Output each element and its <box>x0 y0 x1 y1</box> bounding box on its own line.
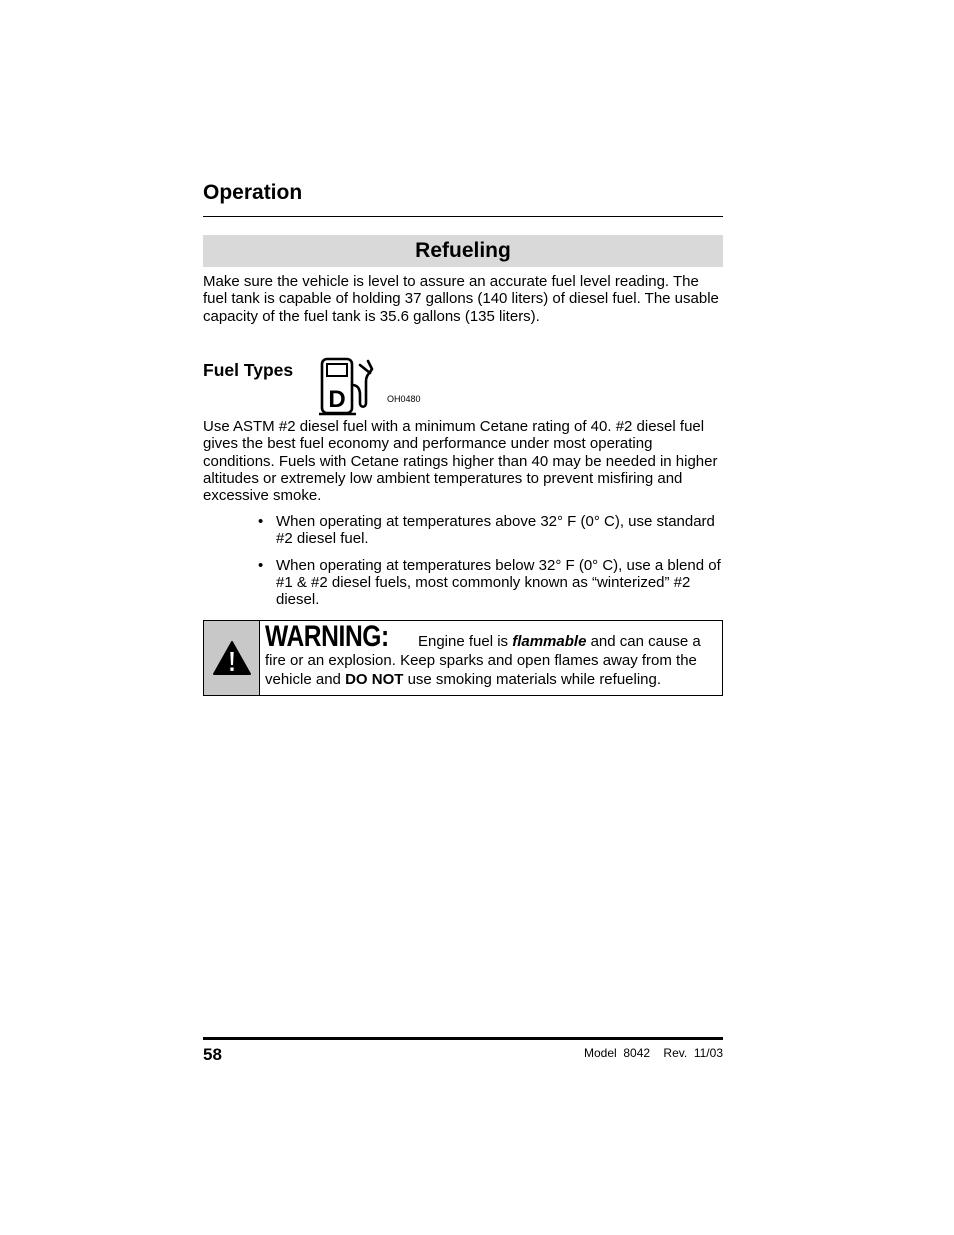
warning-emphasis: flammable <box>512 633 587 650</box>
page-number: 58 <box>203 1045 222 1064</box>
footer-model-text: Model 8042 Rev. 11/03 <box>584 1046 723 1060</box>
footer-divider <box>203 1037 723 1040</box>
bullet-text: When operating at temperatures above 32° F (0° C), use standard #2 diesel fuel. <box>276 513 715 548</box>
section-title: Operation <box>203 181 303 204</box>
warning-text-part: use smoking materials while refueling. <box>403 671 662 688</box>
list-item <box>258 557 723 609</box>
title-band <box>203 235 723 267</box>
warning-box <box>203 620 723 696</box>
pump-letter: D <box>328 386 346 413</box>
warning-strong: DO NOT <box>345 671 404 688</box>
figure-code: OH0480 <box>387 394 421 404</box>
diesel-fuel-pump-icon <box>318 355 378 417</box>
fuel-bullet-list <box>258 513 723 617</box>
warning-text-part: Engine fuel is <box>417 633 513 650</box>
warning-label: WARNING: <box>265 620 389 653</box>
fuel-types-paragraph: Use ASTM #2 diesel fuel with a minimum Cetane rating of 40. #2 diesel fuel gives the best fuel economy and performance under most operating conditions. Fuels with Cetane ratings higher than 40 may be needed in higher altitudes or extremely low ambient temperatures to prevent misfiring and excessive smoke. <box>203 418 718 505</box>
warning-icon-panel <box>204 621 260 695</box>
warning-triangle-icon <box>212 640 252 676</box>
list-item <box>258 513 723 548</box>
fuel-types-heading: Fuel Types <box>203 360 294 380</box>
header-divider <box>203 216 723 217</box>
intro-paragraph: Make sure the vehicle is level to assure an accurate fuel level reading. The fuel tank is capable of holding 37 gallons (140 liters) of diesel fuel. The usable capacity of the fuel tank is 35.6 gallons (135 liters). <box>203 273 719 325</box>
footer-model-revision <box>584 1046 723 1060</box>
bullet-marker: • <box>258 513 264 530</box>
bullet-marker: • <box>258 556 264 574</box>
warning-text <box>260 621 722 695</box>
page-title: Refueling <box>415 239 511 262</box>
warning-text-part: and can cause a fire or an explosion. Keep sparks and open flames away from the vehicle and <box>265 633 701 688</box>
bullet-text: When operating at temperatures below 32° F (0° C), use a blend of #1 & #2 diesel fuels, most commonly known as “winterized” #2 diesel. <box>276 556 721 609</box>
